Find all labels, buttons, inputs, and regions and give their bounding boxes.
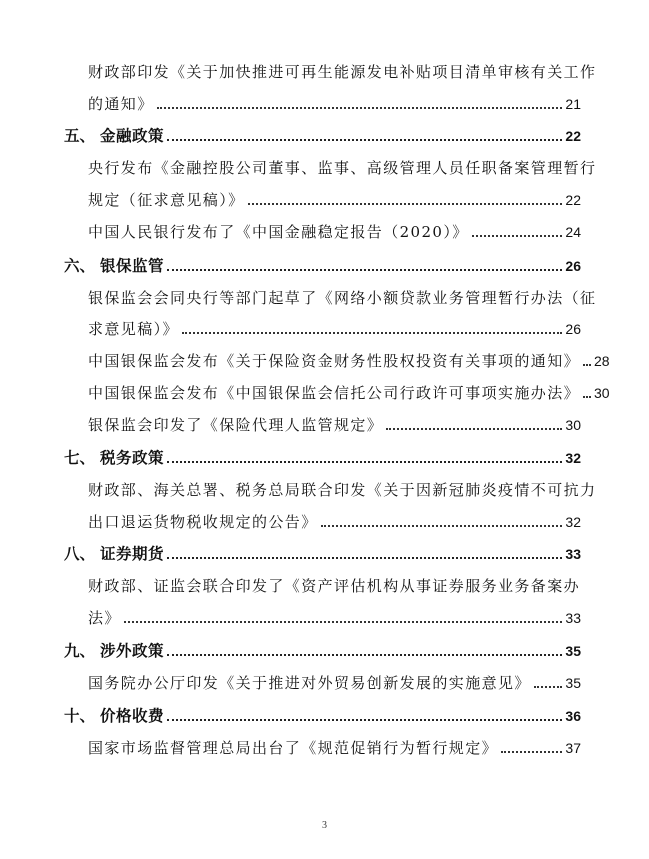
toc-entry-text: 中国银保监会发布《关于保险资金财务性股权投资有关事项的通知》 bbox=[88, 352, 581, 370]
toc-page-number: 35 bbox=[565, 643, 581, 659]
toc-heading-securities-futures[interactable] bbox=[64, 544, 581, 564]
toc-heading-finance-policy[interactable] bbox=[64, 126, 581, 146]
leader-dots bbox=[167, 269, 562, 271]
leader-dots bbox=[167, 557, 562, 559]
toc-page-number: 32 bbox=[565, 450, 581, 466]
leader-dots bbox=[386, 428, 562, 430]
toc-heading-price-fees[interactable] bbox=[64, 706, 581, 726]
toc-entry-asset-appraisal[interactable] bbox=[88, 576, 580, 596]
toc-page-number: 33 bbox=[565, 610, 581, 626]
section-number: 七、 bbox=[64, 448, 96, 467]
section-title: 价格收费 bbox=[100, 706, 165, 725]
toc-heading-banking-insurance[interactable] bbox=[64, 256, 581, 276]
toc-page-number: 37 bbox=[565, 740, 581, 756]
toc-page-number: 36 bbox=[565, 708, 581, 724]
toc-entry-renewable-subsidy-cont[interactable] bbox=[88, 94, 581, 114]
toc-entry-renewable-subsidy[interactable] bbox=[88, 62, 596, 82]
toc-entry-asset-appraisal-cont[interactable] bbox=[88, 608, 581, 628]
toc-page-number: 35 bbox=[565, 675, 581, 691]
leader-dots bbox=[321, 525, 563, 527]
toc-entry-micro-loan-cont[interactable] bbox=[88, 319, 581, 339]
toc-entry-text: 出口退运货物税收规定的公告》 bbox=[88, 513, 318, 531]
leader-dots bbox=[182, 332, 563, 334]
toc-entry-financial-holding[interactable] bbox=[88, 158, 596, 178]
leader-dots bbox=[167, 139, 562, 141]
leader-dots bbox=[124, 621, 563, 623]
toc-page-number: 22 bbox=[565, 192, 581, 208]
toc-entry-covid-export-tax[interactable] bbox=[88, 480, 596, 500]
toc-page-number: 33 bbox=[565, 546, 581, 562]
leader-dots bbox=[583, 396, 591, 398]
toc-entry-micro-loan[interactable] bbox=[88, 288, 596, 308]
toc-entry-text: 规定（征求意见稿）》 bbox=[88, 191, 245, 209]
leader-dots bbox=[534, 686, 563, 688]
section-title: 金融政策 bbox=[100, 126, 165, 145]
toc-page-number: 30 bbox=[594, 385, 610, 401]
toc-entry-text: 法》 bbox=[88, 609, 121, 627]
toc-page-number: 26 bbox=[565, 258, 581, 274]
toc-entry-text: 财政部印发《关于加快推进可再生能源发电补贴项目清单审核有关工作 bbox=[88, 63, 597, 81]
leader-dots bbox=[501, 751, 562, 753]
section-title: 银保监管 bbox=[100, 256, 165, 275]
toc-entry-text: 的通知》 bbox=[88, 95, 154, 113]
toc-page-number: 22 bbox=[565, 128, 581, 144]
leader-dots bbox=[167, 719, 562, 721]
toc-heading-foreign-policy[interactable] bbox=[64, 641, 581, 661]
toc-entry-text: 国务院办公厅印发《关于推进对外贸易创新发展的实施意见》 bbox=[88, 674, 531, 692]
section-number: 十、 bbox=[64, 706, 96, 725]
toc-entry-text: 财政部、海关总署、税务总局联合印发《关于因新冠肺炎疫情不可抗力 bbox=[88, 481, 597, 499]
toc-entry-insurance-equity[interactable] bbox=[88, 351, 610, 371]
toc-entry-financial-holding-cont[interactable] bbox=[88, 190, 581, 210]
section-number: 八、 bbox=[64, 544, 96, 563]
toc-entry-promotion-rules[interactable] bbox=[88, 738, 581, 758]
toc-entry-text: 银保监会印发了《保险代理人监管规定》 bbox=[88, 416, 384, 434]
leader-dots bbox=[583, 364, 591, 366]
toc-entry-text: 中国银保监会发布《中国银保监会信托公司行政许可事项实施办法》 bbox=[88, 384, 581, 402]
section-number: 九、 bbox=[64, 641, 96, 660]
toc-entry-foreign-trade[interactable] bbox=[88, 673, 581, 693]
section-number: 六、 bbox=[64, 256, 96, 275]
leader-dots bbox=[248, 203, 563, 205]
toc-page-number: 21 bbox=[565, 96, 581, 112]
toc-entry-trust-license[interactable] bbox=[88, 383, 610, 403]
toc-entry-text: 银保监会会同央行等部门起草了《网络小额贷款业务管理暂行办法（征 bbox=[88, 289, 597, 307]
section-title: 涉外政策 bbox=[100, 641, 165, 660]
page-footer-number: 3 bbox=[322, 820, 327, 831]
toc-page-number: 28 bbox=[594, 353, 610, 369]
toc-page-number: 26 bbox=[565, 321, 581, 337]
toc-heading-tax-policy[interactable] bbox=[64, 448, 581, 468]
leader-dots bbox=[167, 654, 562, 656]
toc-entry-text: 财政部、证监会联合印发了《资产评估机构从事证券服务业务备案办 bbox=[88, 577, 581, 595]
toc-page-number: 32 bbox=[565, 514, 581, 530]
section-number: 五、 bbox=[64, 126, 96, 145]
leader-dots bbox=[167, 461, 562, 463]
toc-entry-insurance-agent[interactable] bbox=[88, 415, 581, 435]
leader-dots bbox=[157, 107, 563, 109]
toc-page-number: 24 bbox=[565, 224, 581, 240]
leader-dots bbox=[472, 235, 563, 237]
toc-entry-stability-report[interactable] bbox=[88, 222, 581, 242]
toc-page-number: 30 bbox=[565, 417, 581, 433]
toc-entry-text: 求意见稿）》 bbox=[88, 320, 179, 338]
section-title: 证券期货 bbox=[100, 544, 165, 563]
toc-entry-text: 国家市场监督管理总局出台了《规范促销行为暂行规定》 bbox=[88, 739, 499, 757]
toc-entry-text: 央行发布《金融控股公司董事、监事、高级管理人员任职备案管理暂行 bbox=[88, 159, 597, 177]
section-title: 税务政策 bbox=[100, 448, 165, 467]
toc-entry-covid-export-tax-cont[interactable] bbox=[88, 512, 581, 532]
toc-entry-text: 中国人民银行发布了《中国金融稳定报告（2020）》 bbox=[88, 223, 469, 241]
